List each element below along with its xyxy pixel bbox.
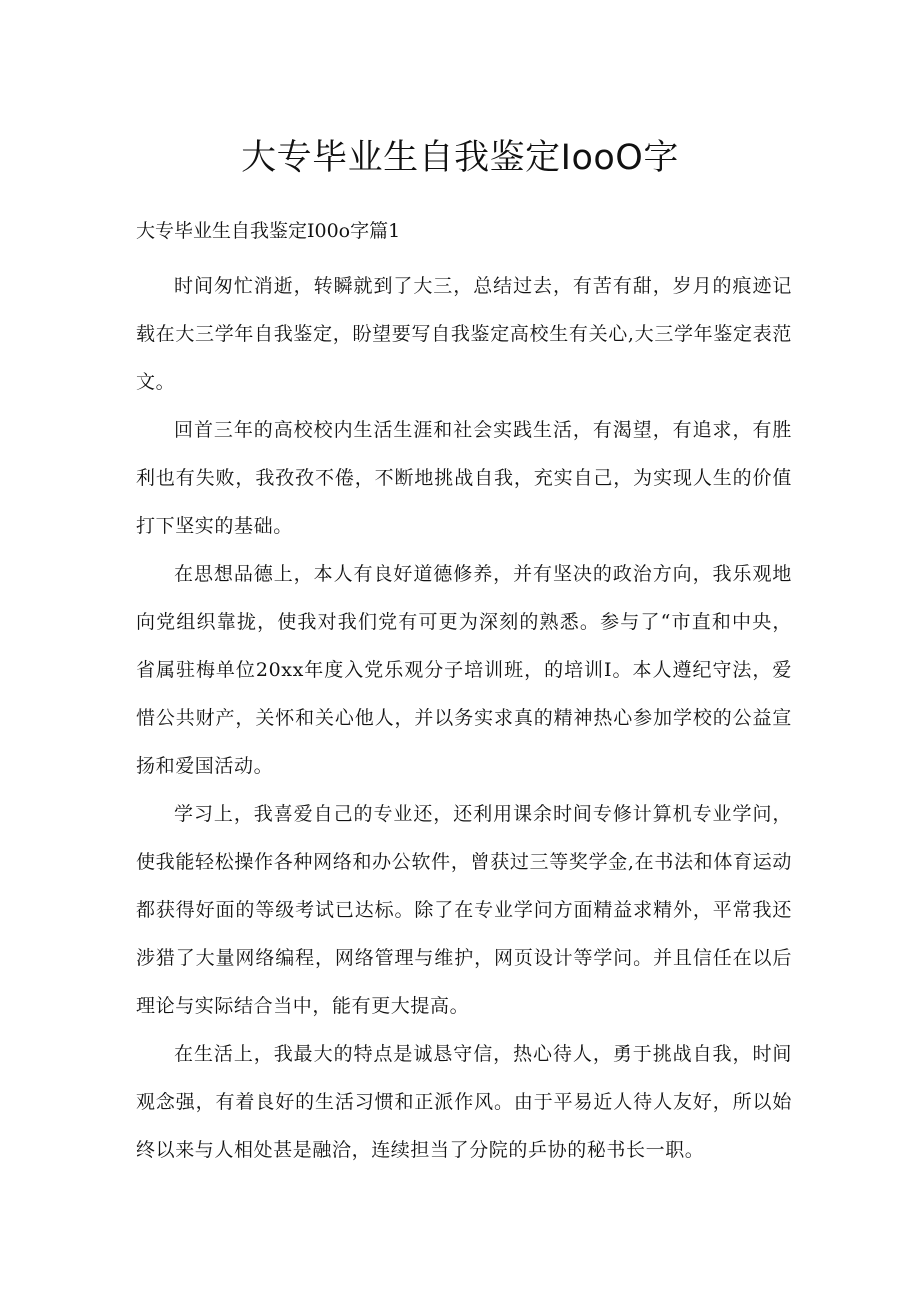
document-body [136,262,792,1174]
document-title: 大专毕业生自我鉴定IooO字 [241,138,679,178]
section-heading: 大专毕业生自我鉴定I00o字篇1 [136,220,401,242]
paragraph-5: 在生活上，我最大的特点是诚恳守信，热心待人，勇于挑战自我，时间观念强，有着良好的生活习惯和正派作风。由于平易近人待人友好，所以始终以来与人相处甚是融洽，连续担当了分院的乒协的秘书长一职。 [136,1043,792,1161]
paragraph-3: 在思想品德上，本人有良好道德修养，并有坚决的政治方向，我乐观地向党组织靠拢，使我对我们党有可更为深刻的熟悉。参与了“市直和中央，省属驻梅单位20xx年度入党乐观分子培训班，的培训I。本人遵纪守法，爱惜公共财产，关怀和关心他人，并以务实求真的精神热心参加学校的公益宣扬和爱国活动。 [136,563,792,777]
paragraph-4: 学习上，我喜爱自己的专业还，还利用课余时间专修计算机专业学问，使我能轻松操作各种网络和办公软件，曾获过三等奖学金,在书法和体育运动都获得好面的等级考试已达标。除了在专业学问方面精益求精外，平常我还涉猎了大量网络编程，网络管理与维护，网页设计等学问。并且信任在以后理论与实际结合当中，能有更大提高。 [136,803,792,1017]
paragraph-2: 回首三年的高校校内生活生涯和社会实践生活，有渴望，有追求，有胜利也有失败，我孜孜不倦，不断地挑战自我，充实自己，为实现人生的价值打下坚实的基础。 [136,419,792,537]
paragraph-1: 时间匆忙消逝，转瞬就到了大三，总结过去，有苦有甜，岁月的痕迹记载在大三学年自我鉴定，盼望要写自我鉴定高校生有关心,大三学年鉴定表范文。 [136,275,792,393]
